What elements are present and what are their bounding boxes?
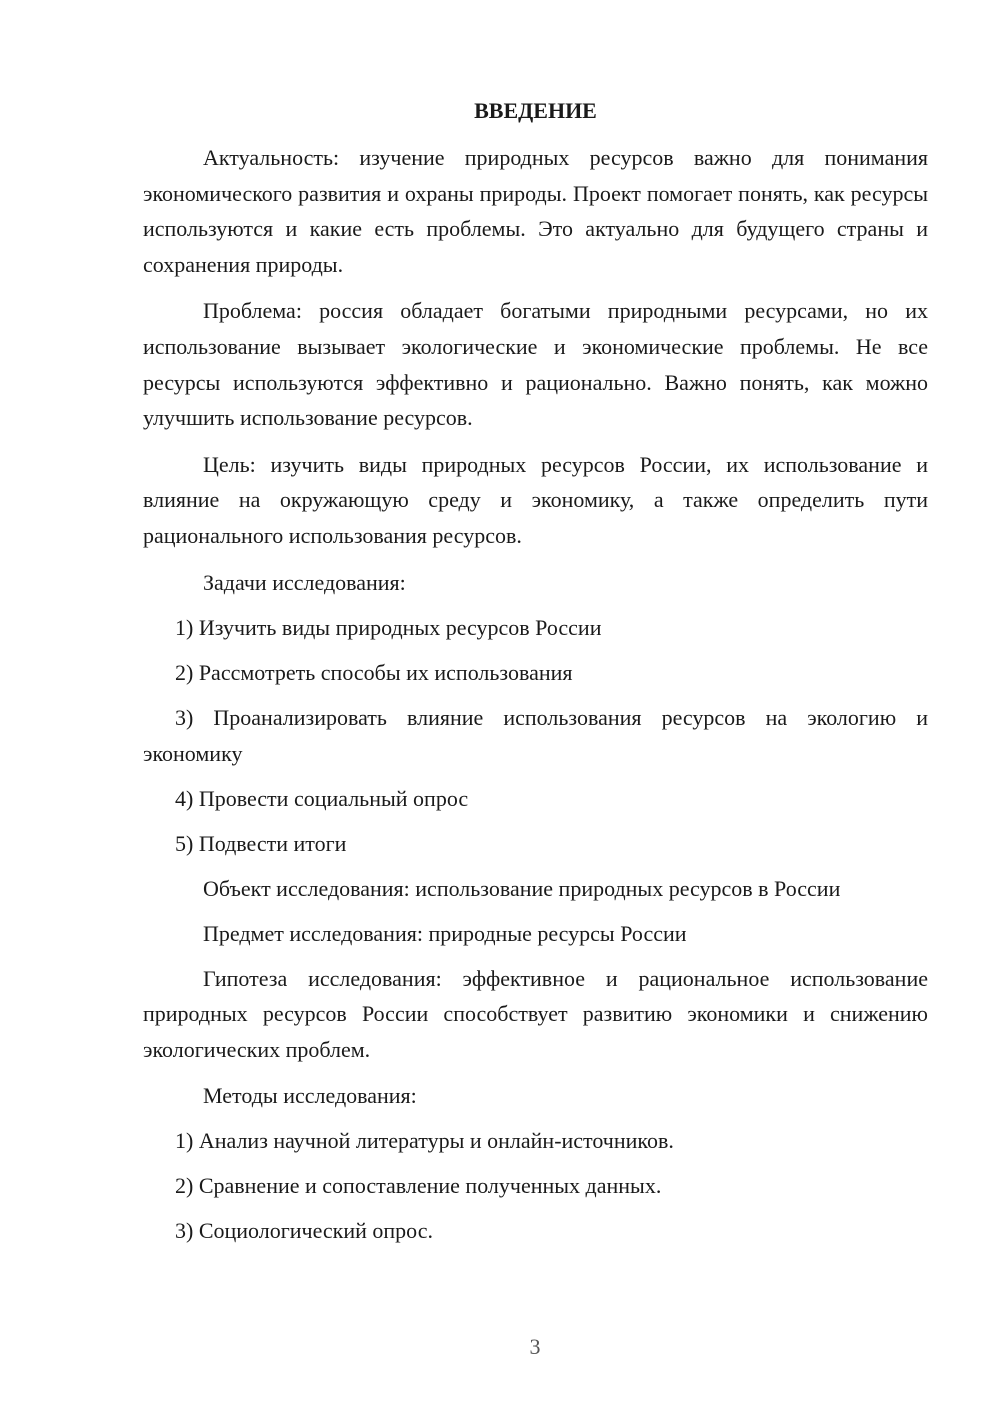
page-number: 3 — [529, 1334, 541, 1359]
relevance-paragraph: Актуальность: изучение природных ресурсов важно для понимания экономического развития и охраны природы. Проект помогает понять, как ресурсы используются и какие есть проблемы. Это актуально для будущего страны и сохранения природы. — [143, 145, 928, 277]
task-item-1: 1) Изучить виды природных ресурсов России — [175, 614, 602, 640]
hypothesis-paragraph: Гипотеза исследования: эффективное и рациональное использование природных ресурсов России способствует развитию экономики и снижению экологических проблем. — [143, 965, 928, 1062]
method-item-3: 3) Социологический опрос. — [175, 1218, 433, 1244]
page-content — [143, 93, 928, 1258]
methods-heading: Методы исследования: — [203, 1083, 417, 1109]
research-subject: Предмет исследования: природные ресурсы России — [203, 920, 687, 946]
goal-paragraph: Цель: изучить виды природных ресурсов России, их использование и влияние на окружающую среду и экономику, а также определить пути рационального использования ресурсов. — [143, 451, 928, 548]
page-title: ВВЕДЕНИЕ — [474, 98, 597, 123]
task-item-4: 4) Провести социальный опрос — [175, 785, 469, 811]
method-item-2: 2) Сравнение и сопоставление полученных данных. — [175, 1173, 662, 1199]
tasks-heading: Задачи исследования: — [203, 569, 406, 595]
method-item-1: 1) Анализ научной литературы и онлайн-источников. — [175, 1128, 674, 1154]
task-item-5: 5) Подвести итоги — [175, 830, 347, 856]
research-object: Объект исследования: использование природных ресурсов в России — [203, 875, 841, 901]
problem-paragraph: Проблема: россия обладает богатыми природными ресурсами, но их использование вызывает экологические и экономические проблемы. Не все ресурсы используются эффективно и рационально. Важно понять, как можно улучшить использование ресурсов. — [143, 298, 928, 431]
task-item-2: 2) Рассмотреть способы их использования — [175, 659, 573, 685]
task-item-3: 3) Проанализировать влияние использования ресурсов на экологию и экономику — [143, 704, 928, 766]
